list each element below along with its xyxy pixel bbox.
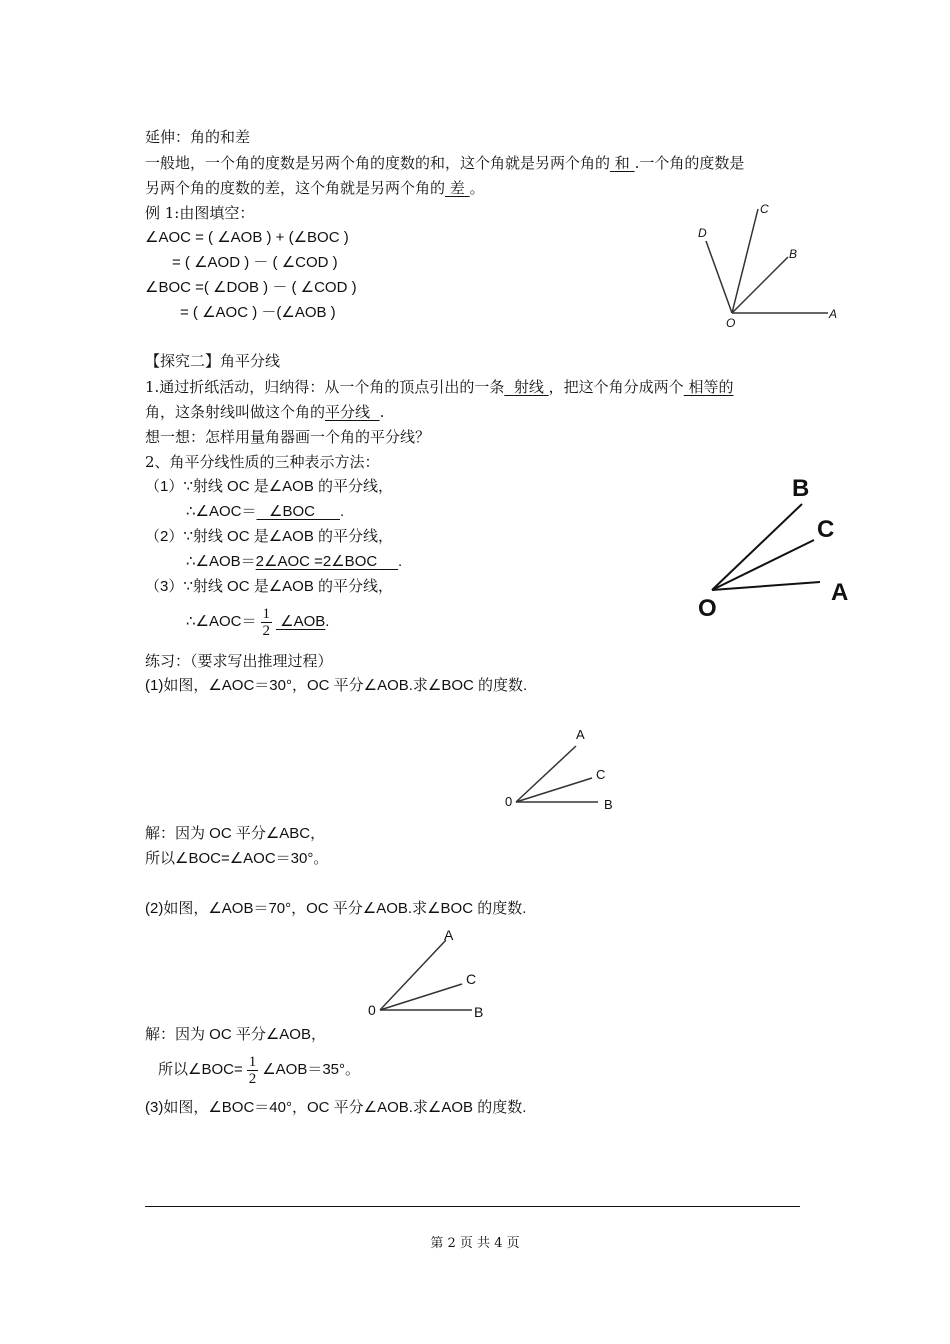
example-eq-3: ∠BOC =( ∠DOB ) － ( ∠COD ) xyxy=(145,279,357,296)
definition-line-2: 另两个角的度数的差，这个角就是另两个角的 差 。 xyxy=(145,179,485,197)
definition-line-1: 一般地，一个角的度数是另两个角的度数的和，这个角就是另两个角的 和 .一个角的度数是 xyxy=(145,154,745,172)
figure-question-1 xyxy=(500,722,630,817)
label-A: A xyxy=(444,927,454,943)
example-eq-1: ∠AOC = ( ∠AOB ) + (∠BOC ) xyxy=(145,229,349,246)
question-3: (3)如图，∠BOC＝40°，OC 平分∠AOB.求∠AOB 的度数. xyxy=(145,1099,527,1116)
answer-1-line-1: 解：因为 OC 平分∠ABC， xyxy=(145,825,326,842)
explore-2-title: 【探究二】角平分线 xyxy=(145,352,281,370)
question-2: (2)如图，∠AOB＝70°，OC 平分∠AOB.求∠BOC 的度数. xyxy=(145,900,527,917)
label-B: B xyxy=(792,475,810,502)
answer-sum: 和 xyxy=(614,154,630,172)
method-1-premise: （1）∵射线 OC 是∠AOB 的平分线， xyxy=(145,478,394,495)
answer-2-line-1: 解：因为 OC 平分∠AOB， xyxy=(145,1026,326,1043)
method-1-conclusion: ∴∠AOC＝ ∠BOC . xyxy=(186,503,345,520)
answer-equal: 相等的 xyxy=(688,378,734,396)
answer-angle-boc: ∠BOC xyxy=(269,503,315,520)
label-A: A xyxy=(831,579,849,606)
answer-difference: 差 xyxy=(449,179,465,197)
fraction-half: $\frac{1}{2}$ xyxy=(262,605,270,639)
figure-angle-sum xyxy=(690,195,850,335)
bisector-definition-2: 角，这条射线叫做这个角的平分线 . xyxy=(145,403,385,421)
question-1: (1)如图，∠AOC＝30°，OC 平分∠AOB.求∠BOC 的度数. xyxy=(145,677,528,694)
extension-heading: 延伸：角的和差 xyxy=(145,128,251,146)
label-D: D xyxy=(698,226,707,240)
figure-bisector xyxy=(690,470,860,625)
method-3-premise: （3）∵射线 OC 是∠AOB 的平分线， xyxy=(145,578,394,595)
footer-divider xyxy=(145,1206,800,1207)
figure-question-2 xyxy=(362,922,502,1022)
answer-1-line-2: 所以∠BOC=∠AOC＝30°。 xyxy=(145,850,329,867)
example-eq-4: = ( ∠AOC ) －(∠AOB ) xyxy=(180,304,336,321)
example-eq-2: = ( ∠AOD ) － ( ∠COD ) xyxy=(172,254,338,271)
method-3-conclusion: ∴∠AOC＝ $\frac{1}{2}$ ∠AOB. xyxy=(186,605,330,639)
label-A: A xyxy=(576,727,585,742)
label-B: B xyxy=(474,1004,484,1020)
label-A: A xyxy=(829,307,838,321)
answer-ray: 射线 xyxy=(513,378,544,396)
label-O: 0 xyxy=(368,1002,376,1018)
label-C: C xyxy=(760,202,769,216)
answer-bisector: 平分线 xyxy=(325,403,371,421)
bisector-definition-1: 1.通过折纸活动，归纳得：从一个角的顶点引出的一条 射线 ，把这个角分成两个 相等的 xyxy=(145,378,734,396)
method-2-premise: （2）∵射线 OC 是∠AOB 的平分线， xyxy=(145,528,394,545)
label-O: O xyxy=(726,316,736,330)
label-C: C xyxy=(817,516,835,543)
example-1-label: 例 1:由图填空： xyxy=(145,204,255,222)
answer-angle-aob: ∠AOB xyxy=(280,613,326,630)
answer-double: 2∠AOC =2∠BOC xyxy=(255,553,378,570)
label-B: B xyxy=(789,247,798,261)
label-C: C xyxy=(466,971,477,987)
methods-heading: 2、角平分线性质的三种表示方法： xyxy=(145,453,380,471)
practice-title: 练习：（要求写出推理过程） xyxy=(145,652,333,670)
label-O: 0 xyxy=(505,794,513,809)
label-C: C xyxy=(596,767,606,782)
label-B: B xyxy=(604,797,613,812)
answer-2-line-2: 所以∠BOC= $\frac{1}{2}$ ∠AOB＝35°。 xyxy=(158,1053,361,1087)
label-O: O xyxy=(698,595,717,622)
think-question: 想一想：怎样用量角器画一个角的平分线？ xyxy=(145,428,431,446)
page-footer: 第 2 页 共 4 页 xyxy=(430,1236,520,1251)
method-2-conclusion: ∴∠AOB＝2∠AOC =2∠BOC . xyxy=(186,553,403,570)
fraction-half: $\frac{1}{2}$ xyxy=(248,1053,257,1087)
